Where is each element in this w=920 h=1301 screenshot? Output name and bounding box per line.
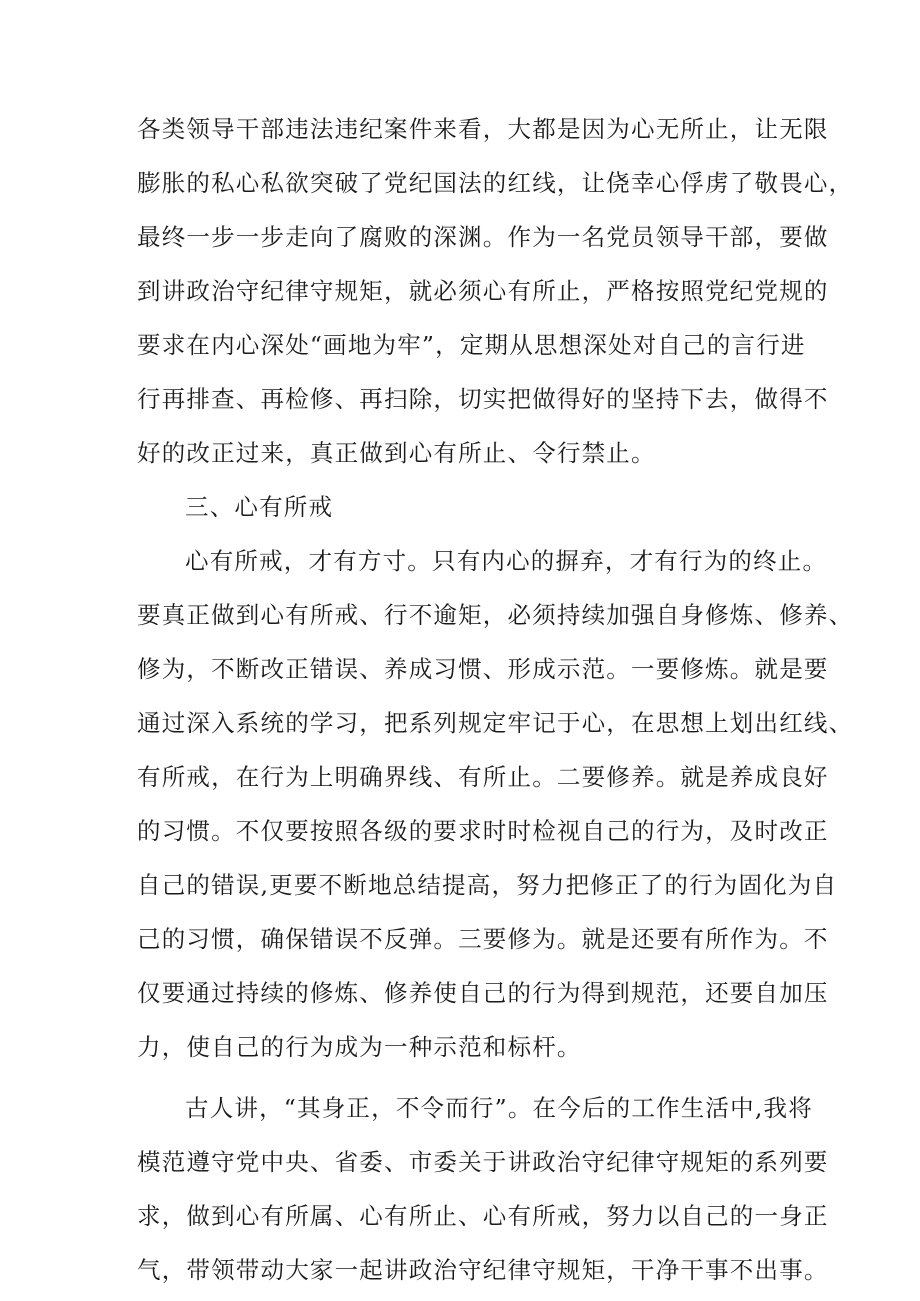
paragraph-line: 有所戒，在行为上明确界线、有所止。二要修养。就是养成良好 [137,763,829,791]
paragraph-line: 己的习惯，确保错误不反弹。三要修为。就是还要有所作为。不 [137,925,829,953]
paragraph-line: 心有所戒，才有方寸。只有内心的摒弃，才有行为的终止。 [185,547,828,575]
paragraph-1 [137,102,854,480]
paragraph-line: 最终一步一步走向了腐败的深渊。作为一名党员领导干部，要做 [137,223,829,251]
paragraph-line: 自己的错误,更要不断地总结提高，努力把修正了的行为固化为自 [137,871,838,899]
section-heading-wrap [137,480,787,534]
paragraph-line: 的习惯。不仅要按照各级的要求时时检视自己的行为，及时改正 [137,817,829,845]
paragraph-line: 各类领导干部违法违纪案件来看，大都是因为心无所止，让无限 [137,115,829,143]
paragraph-line: 要求在内心深处“画地为牢”，定期从思想深处对自己的言行进 [137,331,806,359]
paragraph-line: 气，带领带动大家一起讲政治守纪律守规矩，干净干事不出事。 [137,1256,829,1284]
paragraph-line: 到讲政治守纪律守规矩，就必须心有所止，严格按照党纪党规的 [137,277,829,305]
paragraph-line: 行再排查、再检修、再扫除，切实把做得好的坚持下去，做得不 [137,385,829,413]
section-heading: 三、心有所戒 [185,493,334,521]
paragraph-line: 仅要通过持续的修炼、修养使自己的行为得到规范，还要自加压 [137,979,829,1007]
paragraph-gap [137,1074,787,1081]
paragraph-3 [137,1081,829,1297]
paragraph-line: 好的改正过来，真正做到心有所止、令行禁止。 [137,439,656,467]
paragraph-line: 力，使自己的行为成为一种示范和标杆。 [137,1033,582,1061]
document-page [137,102,854,1297]
paragraph-2 [137,534,854,1074]
paragraph-line: 修为，不断改正错误、养成习惯、形成示范。一要修炼。就是要 [137,655,829,683]
paragraph-line: 膨胀的私心私欲突破了党纪国法的红线，让侥幸心俘虏了敬畏心， [137,169,854,197]
paragraph-line: 求，做到心有所属、心有所止、心有所戒，努力以自己的一身正 [137,1202,829,1230]
paragraph-line: 古人讲，“其身正，不令而行”。在今后的工作生活中,我将 [185,1094,813,1122]
paragraph-line: 模范遵守党中央、省委、市委关于讲政治守纪律守规矩的系列要 [137,1148,829,1176]
paragraph-line: 通过深入系统的学习，把系列规定牢记于心，在思想上划出红线、 [137,709,854,737]
paragraph-line: 要真正做到心有所戒、行不逾矩，必须持续加强自身修炼、修养、 [137,601,854,629]
